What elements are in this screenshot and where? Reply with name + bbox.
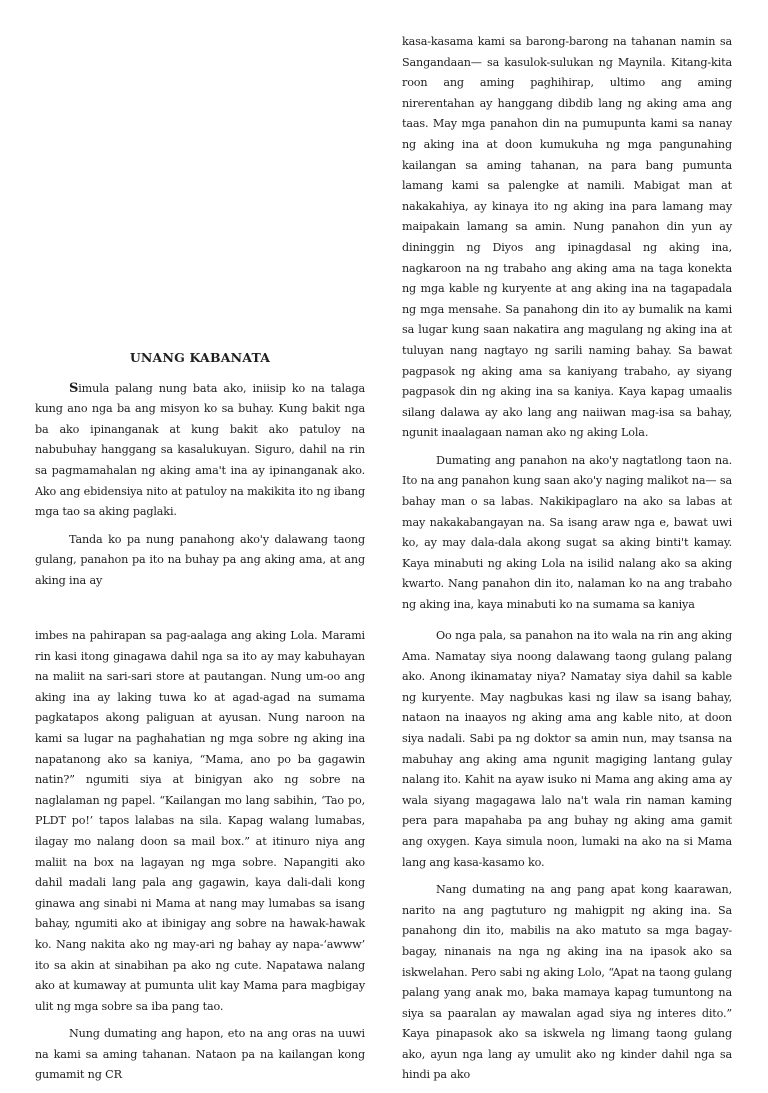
paragraph-text: imula palang nung bata ako, iniisip ko na talaga kung ano nga ba ang misyon ko sa buhay. Kung bakit nga ba ako ipinanganak at kung bakit ako patuloy na nabubuhay hanggang sa kasalukuyan. Siguro, dahil na rin sa pagmamahalan ng aking ama't ina ay ipinanganak ako. Ako ang ebidensiya nito at patuloy na makikita ito ng ibang mga tao sa aking paglaki. xyxy=(35,381,365,519)
paragraph: Nang dumating na ang pang apat kong kaarawan, narito na ang pagtuturo ng mahigpit ng aking ina. Sa panahong din ito, mabilis na ako matuto sa mga bagay-bagay, ninanais na nga ng aking ina na ipasok ako sa iskwelahan. Pero sabi ng aking Lolo, “Apat na taong gulang palang yang anak mo, baka mamaya kapag tumuntong na siya sa paaralan ay mawalan agad siya ng interes dito.” Kaya pinapasok ako sa iskwela ng limang taong gulang ako, ayun nga lang ay umulit ako ng kinder dahil nga sa hindi pa ako xyxy=(402,883,732,1082)
paragraph: Nung dumating ang hapon, eto na ang oras na uuwi na kami sa aming tahanan. Nataon pa na kailangan kong gumamit ng CR xyxy=(35,1027,365,1082)
paragraph xyxy=(35,379,365,523)
drop-cap: S xyxy=(69,380,79,396)
paragraph: Tanda ko pa nung panahong ako'y dalawang taong gulang, panahon pa ito na buhay pa ang aking ama, at ang aking ina ay xyxy=(35,532,365,587)
bottom-right-column xyxy=(402,626,732,1093)
paragraph: Oo nga pala, sa panahon na ito wala na rin ang aking Ama. Namatay siya noong dalawang taong gulang palang ako. Anong ikinamatay niya? Namatay siya dahil sa kable ng kuryente. May nagbukas kasi ng ilaw sa isang bahay, nataon na inaayos ng aking ama ang kable nito, at doon siya nadali. Sabi pa ng doktor sa amin nun, may tsansa na mabuhay ang aking ama ngunit magiging lantang gulay nalang ito. Kahit na ayaw isuko ni Mama ang aking ama ay wala siyang magagawa lalo na't wala rin naman kaming pera para mapahaba pa ang buhay ng aking ama gamit ang oxygen. Kaya simula noon, lumaki na ako na si Mama lang ang kasa-kasamo ko. xyxy=(402,629,732,869)
chapter-heading: UNANG KABANATA xyxy=(129,350,271,365)
paragraph: Dumating ang panahon na ako'y nagtatlong taon na. Ito na ang panahon kung saan ako'y naging malikot na— sa bahay man o sa labas. Nakikipaglaro na ako sa labas at may nakakabangayan na. Sa isang araw nga e, bawat uwi ko, ay may dala-dala akong sugat sa aking binti't kamay. Kaya minabuti ng aking Lola na isilid nalang ako sa aking kwarto. Nang panahon din ito, nalaman ko na ang trabaho ng aking ina, kaya minabuti ko na sumama sa kaniya xyxy=(402,453,732,612)
paragraph: imbes na pahirapan sa pag-aalaga ang aking Lola. Marami rin kasi itong ginagawa dahil nga sa ito ay may kabuhayan na maliit na sari-sari store at pautangan. Nung um-oo ang aking ina ay laking tuwa ko at agad-agad na sumama pagkatapos akong paliguan at ayusan. Nung naroon na kami sa lugar na paghahatian ng mga sobre ng aking ina napatanong ako sa kaniya, “Mama, ano po ba gagawin natin?” ngumiti siya at binigyan ako ng sobre na naglalaman ng papel. “Kailangan mo lang sabihin, ‘Tao po, PLDT po!’ tapos lalabas na sila. Kapag walang lumabas, ilagay mo nalang doon sa mail box.” at itinuro niya ang maliit na box na lagayan ng mga sobre. Napangiti ako dahil madali lang pala ang gagawin, kaya dali-dali kong ginawa ang sinabi ni Mama at nang may lumabas sa isang bahay, ngumiti ako at ibinigay ang sobre na hawak-hawak ko. Nang nakita ako ng may-ari ng bahay ay napa-‘awww’ ito sa akin at sinabihan pa ako ng cute. Napatawa nalang ako at kumaway at pumunta ulit kay Mama para magbigay ulit ng mga sobre sa iba pang tao. xyxy=(35,629,365,1013)
paragraph: kasa-kasama kami sa barong-barong na tahanan namin sa Sangandaan— sa kasulok-sulukan ng Maynila. Kitang-kita roon ang aming paghihirap, ultimo ang aming nirerentahan ay hanggang dibdib lang ng aking ama ang taas. May mga panahon din na pumupunta kami sa nanay ng aking ina at doon kumukuha ng mga pangunahing kailangan sa aming tahanan, na para bang pumunta lamang kami sa palengke at namili. Mabigat man at nakakahiya, ay kinaya ito ng aking ina para lamang may maipakain lamang sa amin. Nung panahon din yun ay dininggin ng Diyos ang ipinagdasal ng aking ina, nagkaroon na ng trabaho ang aking ama na taga konekta ng mga kable ng kuryente at ang aking ina na tagapadala ng mga mensahe. Sa panahong din ito ay bumalik na kami sa lugar kung saan nakatira ang magulang ng aking ina at tuluyan nang nagtayo ng sarili naming bahay. Sa bawat pagpasok ng aking ama sa kaniyang trabaho, ay siyang pagpasok din ng aking ina sa kaniya. Kaya kapag umaalis silang dalawa ay ako lang ang naiiwan mag-isa sa bahay, ngunit inaalagaan naman ako ng aking Lola. xyxy=(402,35,732,440)
bottom-left-column xyxy=(35,626,365,1093)
top-right-column xyxy=(402,32,732,623)
top-left-column xyxy=(35,348,365,599)
